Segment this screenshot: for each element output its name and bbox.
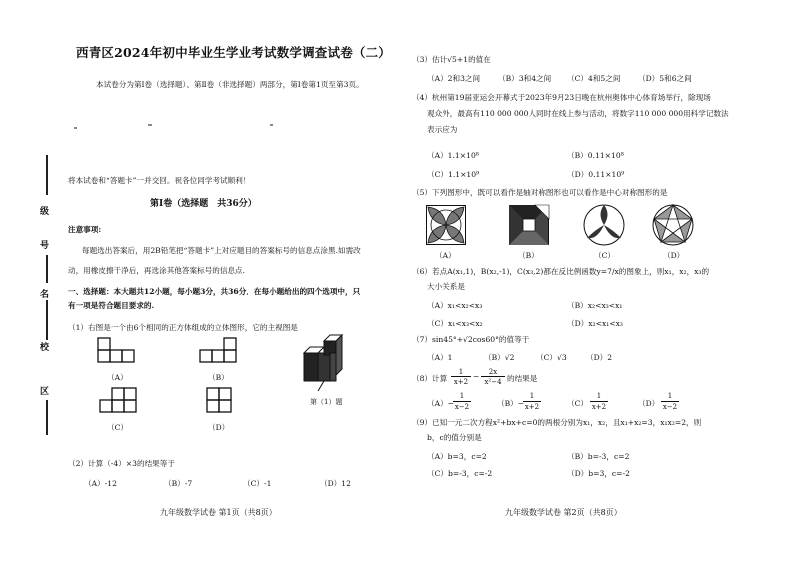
part1-instruction: 一、选择题：本大题共12小题，每小题3分，共36分．在每小题给出的四个选项中，只 [68, 287, 361, 296]
q2-option-a: （A）-12 [84, 479, 117, 488]
q6-option-a: （A）x₁<x₂<x₃ [427, 301, 483, 310]
q8-frac1-bar [451, 376, 471, 377]
q5-option-a-figure [426, 205, 466, 245]
q7-option-a: （A）1 [427, 353, 453, 362]
q2-option-b: （B）-7 [164, 479, 193, 488]
q7-stem: （7）sin45°+√2cos60°的值等于 [412, 335, 530, 344]
q8-option-d-den: x−2 [662, 403, 678, 411]
q8-frac2-num: 2x [488, 368, 498, 376]
q2-stem: （2）计算（-4）×3的结果等于 [68, 459, 175, 468]
exam-title: 西青区2024年初中毕业生学业考试数学调查试卷（二） [76, 45, 391, 60]
q8-option-a-bar [453, 401, 471, 402]
q3-option-b: （B）3和4之间 [498, 74, 552, 83]
q6-stem: 大小关系是 [427, 282, 465, 291]
scan-speck [74, 127, 77, 129]
q4-option-a: （A）1.1×10⁸ [427, 151, 479, 160]
q4-option-b: （B）0.11×10⁸ [567, 151, 624, 160]
q9-option-b: （B）b=-3，c=2 [567, 452, 630, 461]
q8-option-a-num: 1 [459, 392, 465, 400]
q3-option-d: （D）5和6之间 [638, 74, 692, 83]
q9-option-c: （C）b=-3，c=-2 [427, 469, 493, 478]
q4-option-d: （D）0.11×10⁹ [567, 170, 625, 179]
right-page [397, 0, 794, 561]
q1-3d-figure [298, 335, 346, 395]
q1-option-c-figure [100, 388, 136, 414]
q8-frac2-den: x²−4 [484, 378, 502, 386]
q8-stem-prefix: （8）计算 [412, 374, 448, 383]
q3-stem: （3）估计√5+1的值在 [412, 55, 491, 64]
q8-option-b-bar [523, 401, 541, 402]
scan-speck [148, 124, 152, 126]
q9-stem: （9）已知一元二次方程x²+bx+c=0的两根分别为x₁，x₂，且x₁+x₂=3，x₁x₂=2，则 [412, 418, 702, 427]
intro-text: 本试卷分为第Ⅰ卷（选择题）、第Ⅱ卷（非选择题）两部分，第Ⅰ卷第1页至第3页。 [96, 80, 364, 89]
q1-option-b-label: （B） [208, 373, 229, 382]
q8-option-d-bar [661, 401, 679, 402]
q8-option-d-num: 1 [667, 392, 673, 400]
q8-frac2-bar [481, 376, 505, 377]
q7-option-c: （C）√3 [536, 353, 567, 362]
q6-option-b: （B）x₂<x₃<x₁ [567, 301, 623, 310]
q8-option-c-bar [590, 401, 608, 402]
q1-option-b-figure [200, 338, 236, 364]
section-title: 第Ⅰ卷（选择题 共36分） [150, 199, 257, 209]
q6-option-d: （D）x₂<x₁<x₃ [567, 319, 623, 328]
q8-frac1-den: x+2 [453, 378, 469, 386]
margin-char: 区 [40, 387, 50, 397]
q8-option-b-den: x+2 [524, 403, 540, 411]
binding-line [46, 300, 48, 340]
q5-option-a-label: （A） [435, 251, 456, 260]
q5-stem: （5）下列图形中，既可以看作是轴对称图形也可以看作是中心对称图形的是 [412, 188, 668, 197]
q1-option-a-label: （A） [107, 373, 128, 382]
notice-line: 动，用橡皮擦干净后，再选涂其他答案标号的信息点. [68, 266, 246, 275]
binding-line [46, 400, 48, 435]
q4-stem: 观众外，最高有110 000 000人同时在线上参与活动，将数字110 000 000用科学记数法 [427, 109, 729, 118]
q5-option-d-label: （D） [663, 251, 685, 260]
q5-option-c-label: （C） [594, 251, 615, 260]
page-footer: 九年级数学试卷 第2页（共8页） [505, 508, 622, 517]
q8-option-c-num: 1 [596, 392, 602, 400]
q4-stem: （4）杭州第19届亚运会开幕式于2023年9月23日晚在杭州奥体中心体育场举行，除现场 [412, 93, 711, 102]
q8-stem-suffix: 的结果是 [507, 374, 538, 383]
q8-option-a-den: x−2 [454, 403, 470, 411]
q8-frac1-num: 1 [458, 368, 464, 376]
q8-option-b-num: 1 [529, 392, 535, 400]
return-note: 将本试卷和“答题卡”一并交回。祝各位同学考试顺利！ [68, 176, 251, 185]
q9-option-a: （A）b=3，c=2 [427, 452, 487, 461]
q9-stem: b，c的值分别是 [427, 433, 482, 442]
margin-char: 级 [40, 207, 50, 217]
q7-option-d: （D）2 [586, 353, 613, 362]
q1-option-a-figure [98, 338, 134, 364]
q1-option-d-figure [207, 388, 231, 414]
scan-speck [270, 124, 273, 126]
q5-option-c-figure [583, 204, 625, 246]
q7-option-b: （B）√2 [484, 353, 515, 362]
q5-option-b-figure [509, 205, 549, 245]
q1-option-c-label: （C） [107, 423, 128, 432]
q8-option-c-label: （C） [567, 399, 588, 408]
margin-char: 名 [40, 290, 50, 300]
q3-option-c: （C）4和5之间 [567, 74, 621, 83]
binding-line [46, 155, 48, 195]
q2-option-c: （C）-1 [243, 479, 272, 488]
q1-figure-caption: 第（1）题 [310, 398, 343, 406]
q8-option-d-label: （D） [638, 399, 660, 408]
notice-title: 注意事项: [68, 225, 102, 234]
q6-option-c: （C）x₁<x₃<x₂ [427, 319, 483, 328]
margin-char: 号 [40, 241, 50, 251]
q8-minus: − [473, 372, 480, 381]
q3-option-a: （A）2和3之间 [427, 74, 481, 83]
q5-option-d-figure [652, 204, 694, 246]
part1-instruction: 有一项是符合题目要求的. [68, 301, 155, 310]
q6-stem: （6）若点A(x₁,1)，B(x₂,-1)，C(x₃,2)都在反比例函数y=7/x的图象上，则x₁，x₂，x₃的 [412, 267, 710, 276]
notice-line: 每题选出答案后，用2B铅笔把“答题卡”上对应题目的答案标号的信息点涂黑.如需改 [82, 246, 361, 255]
q1-stem: （1）右图是一个由6个相同的正方体组成的立体图形，它的主视图是 [68, 323, 298, 332]
q5-option-b-label: （B） [518, 251, 539, 260]
binding-line [46, 255, 48, 283]
q1-option-d-label: （D） [208, 423, 230, 432]
q8-option-a-label: （A）− [427, 399, 455, 408]
page-footer: 九年级数学试卷 第1页（共8页） [160, 508, 277, 517]
q8-option-c-den: x+2 [591, 403, 607, 411]
q2-option-d: （D）12 [320, 479, 351, 488]
margin-char: 校 [40, 343, 50, 353]
q4-option-c: （C）1.1×10⁹ [427, 170, 480, 179]
q8-option-b-label: （B）− [497, 399, 525, 408]
q4-stem: 表示应为 [427, 125, 458, 134]
q9-option-d: （D）b=3，c=-2 [567, 469, 630, 478]
